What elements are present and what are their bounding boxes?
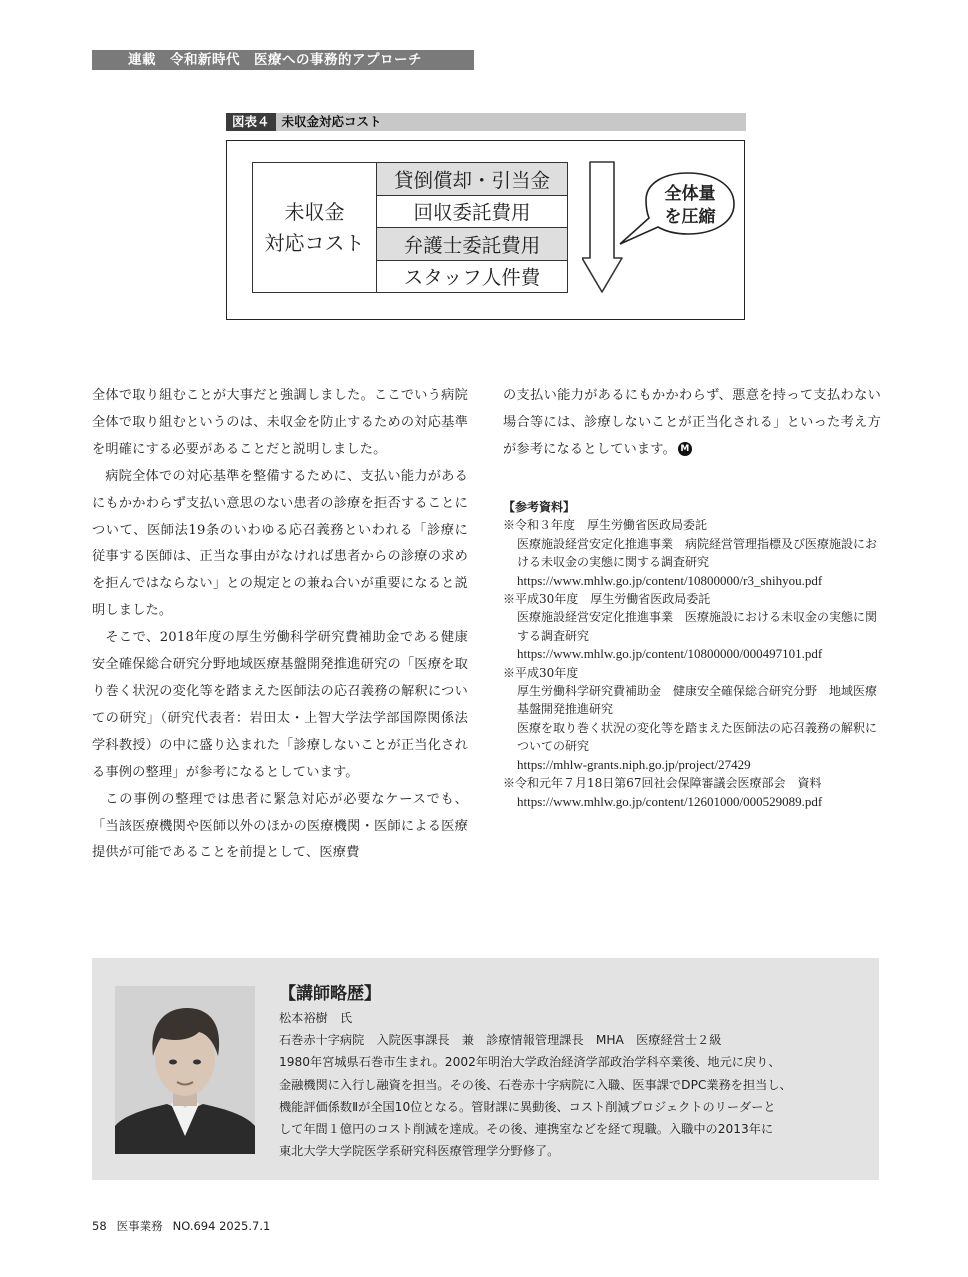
down-arrow-icon — [582, 162, 622, 292]
reference-entry — [503, 774, 881, 811]
reference-line: 医療を取り巻く状況の変化等を踏まえた医師法の応召義務の解釈についての研究 — [517, 720, 878, 754]
speech-bubble — [620, 173, 734, 244]
magazine-name: 医事業務 — [116, 1219, 163, 1233]
figure-title: 未収金対応コスト — [281, 114, 382, 129]
reference-line: 医療施設経営安定化推進事業 医療施設における未収金の実態に関する調査研究 — [517, 610, 878, 643]
career-line: 東北大学大学院医学系研究科医療管理学分野修了。 — [279, 1144, 560, 1159]
body-paragraph: この事例の整理では患者に緊急対応が必要なケースでも、「当該医療機関や医師以外のほかの医療機関・医師による医療提供が可能であることを前提として、医療費 — [92, 791, 468, 861]
article-end-mark-icon: M — [678, 442, 692, 456]
author-photo — [115, 986, 255, 1154]
issue-info: NO.694 2025.7.1 — [172, 1219, 271, 1233]
figure-caption — [226, 113, 746, 131]
author-bio-text — [279, 982, 864, 1162]
reference-head: ※平成30年度 — [503, 665, 579, 680]
reference-url[interactable]: https://www.mhlw.go.jp/content/12601000/000529089.pdf — [517, 793, 823, 809]
reference-head: ※令和元年７月18日第67回社会保障審議会医療部会 資料 — [503, 776, 822, 791]
reference-url[interactable]: https://www.mhlw.go.jp/content/10800000/000497101.pdf — [517, 646, 823, 662]
reference-head: ※平成30年度 厚生労働省医政局委託 — [503, 592, 711, 607]
references-title: 【参考資料】 — [503, 500, 576, 514]
bio-title: 【講師略歴】 — [279, 984, 381, 1004]
bubble-text-line2: を圧縮 — [664, 207, 716, 227]
bubble-text-line1: 全体量 — [664, 184, 716, 204]
career-line: 1980年宮城県石巻市生まれ。2002年明治大学政治経済学部政治学科卒業後、地元に戻り、 — [279, 1055, 781, 1070]
career-line: して年間１億円のコスト削減を達成。その後、連携室などを経て現職。入職中の2013年に — [279, 1122, 774, 1137]
reference-entry — [503, 590, 881, 664]
page-footer — [92, 1218, 280, 1234]
article-right-column — [503, 383, 881, 464]
reference-url[interactable]: https://mhlw-grants.niph.go.jp/project/27429 — [517, 756, 751, 772]
references-section — [503, 498, 881, 811]
page-number: 58 — [92, 1219, 107, 1233]
reference-entry — [503, 664, 881, 774]
category-label-line2: 対応コスト — [264, 230, 365, 255]
category-label-line1: 未収金 — [284, 199, 345, 224]
author-position: 石巻赤十字病院 入院医事課長 兼 診療情報管理課長 MHA 医療経営士２級 — [279, 1033, 722, 1048]
reference-entry — [503, 516, 881, 590]
author-name: 松本裕樹 氏 — [279, 1011, 353, 1025]
cost-item-staff-cost: スタッフ人件費 — [403, 266, 541, 290]
cost-item-lawyer-fee: 弁護士委託費用 — [377, 228, 567, 261]
cost-items — [377, 163, 567, 292]
body-paragraph: そこで、2018年度の厚生労働科学研究費補助金である健康安全確保総合研究分野地域医療基盤開発推進研究の「医療を取り巻く状況の変化等を踏まえた医師法の応召義務の解釈についての研究」（研究代表者：岩田太・上智大学法学部国際関係法学科教授）の中に盛り込まれた「診療しないことが正当化される事例の整理」が参考になるとしています。 — [92, 630, 468, 780]
cost-category-label — [253, 163, 377, 292]
cost-table — [252, 162, 568, 293]
reference-head: ※令和３年度 厚生労働省医政局委託 — [503, 518, 708, 533]
reduction-graphic — [582, 160, 742, 300]
series-header — [92, 50, 474, 70]
cost-diagram — [226, 140, 745, 320]
figure-number: 図表４ — [226, 113, 276, 131]
career-line: 機能評価係数Ⅱが全国10位となる。管財課に異動後、コスト削減プロジェクトのリーダーと — [279, 1099, 776, 1114]
closing-text: の支払い能力があるにもかかわらず、悪意を持って支払わない場合等には、診療しないことが正当化される」といった考え方が参考になるとしています。 — [503, 388, 881, 457]
body-paragraph: 全体で取り組むことが大事だと強調しました。ここでいう病院全体で取り組むというのは、未収金を防止するための対応基準を明確にする必要があることだと説明しました。 — [92, 388, 468, 457]
cost-item-collection-fee: 回収委託費用 — [377, 196, 567, 229]
reference-url[interactable]: https://www.mhlw.go.jp/content/10800000/r3_shihyou.pdf — [517, 572, 823, 588]
series-title: 連載 令和新時代 医療への事務的アプローチ — [128, 52, 422, 68]
article-left-column — [92, 383, 468, 867]
reference-line: 厚生労働科学研究費補助金 健康安全確保総合研究分野 地域医療基盤開発推進研究 — [517, 684, 878, 717]
body-paragraph — [503, 383, 881, 464]
author-portrait-icon — [115, 986, 255, 1154]
author-bio-box — [92, 958, 879, 1180]
cost-item-bad-debt: 貸倒償却・引当金 — [377, 163, 567, 196]
career-line: 金融機関に入行し融資を担当。その後、石巻赤十字病院に入職、医事課でDPC業務を担当し、 — [279, 1077, 792, 1092]
body-paragraph: 病院全体での対応基準を整備するために、支払い能力があるにもかかわらず支払い意思のない患者の診療を拒否することについて、医師法19条のいわゆる応召義務といわれる「診療に従事する医師は、正当な事由がなければ患者からの診療の求めを拒んではならない」との規定との兼ね合いが重要になると説明しました。 — [92, 468, 468, 619]
reference-line: 医療施設経営安定化推進事業 病院経営管理指標及び医療施設における未収金の実態に関する調査研究 — [517, 536, 878, 570]
